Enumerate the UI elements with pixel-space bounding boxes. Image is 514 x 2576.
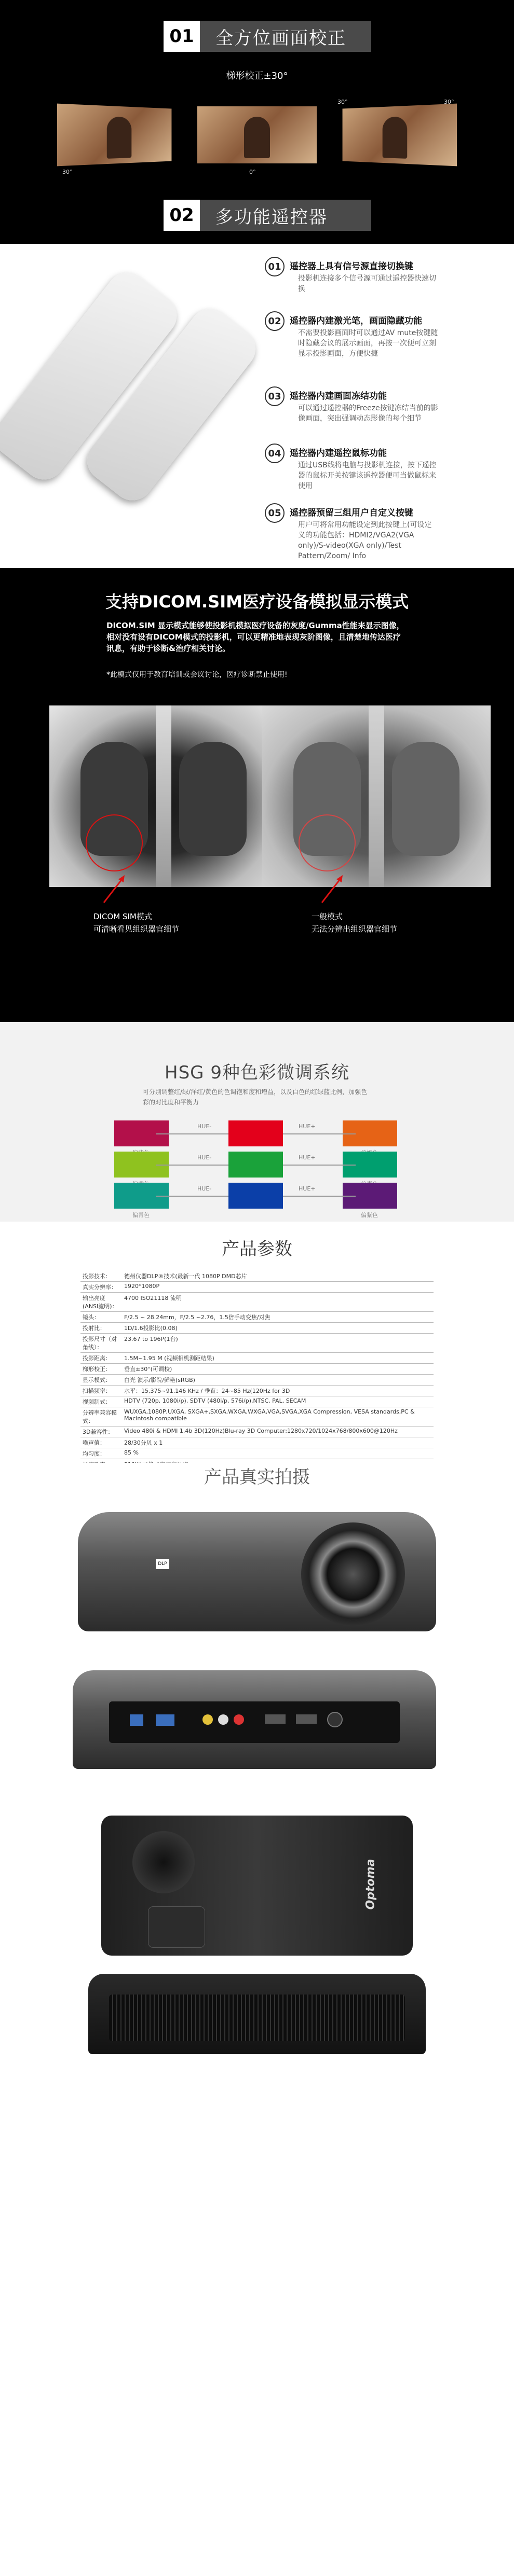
hue-plus-label: HUE+ [299, 1123, 316, 1130]
angle-label: 30° [337, 99, 348, 105]
color-swatch-center [228, 1120, 283, 1146]
spec-value: 1D/1.6投影比(0.08) [122, 1323, 434, 1334]
caption-line: DICOM SIM模式 [93, 912, 152, 921]
projector-front-photo [78, 1512, 436, 1631]
feature-body: 可以通过遥控器的Freeze按键冻结当前的影像画面，突出强调动态影像的每个细节 [298, 404, 438, 423]
spec-value: 28/30分贝 x 1 [122, 1437, 434, 1448]
spec-key: 扫描频率： [80, 1386, 122, 1396]
arrow-line [104, 879, 122, 903]
dlp-badge: DLP [156, 1559, 169, 1569]
spec-section [0, 1222, 514, 1463]
spec-value: 85 % [122, 1448, 434, 1459]
spec-row [80, 1386, 434, 1396]
photo-title: 产品真实拍摄 [204, 1467, 310, 1488]
port [327, 1712, 343, 1727]
spec-key: 显示模式： [80, 1375, 122, 1386]
section-banner [164, 200, 371, 231]
hue-arrow-right [283, 1165, 356, 1166]
hue-plus-label: HUE+ [299, 1154, 316, 1161]
spec-key: 投影技术： [80, 1271, 122, 1282]
feature-number: 04 [265, 444, 285, 463]
spec-row [80, 1448, 434, 1459]
section-banner [164, 21, 371, 52]
spec-key: 梯形校正： [80, 1364, 122, 1375]
projector-back-photo [73, 1670, 436, 1769]
spec-value: 水平：15,375~91.146 KHz / 垂直：24~85 Hz(120Hz for 3D [122, 1386, 434, 1396]
angle-label: 30° [444, 99, 454, 105]
port [234, 1714, 244, 1725]
hsg-description: 可分别调整红/绿/洋红/黄色的色调饱和度和增益，以及白色的红绿蓝比例，加强色彩的对比度和平衡力 [143, 1088, 368, 1106]
spec-value: 德州仪器DLP®技术(最新一代 1080P DMD芯片 [122, 1271, 434, 1282]
spec-key: 均匀度： [80, 1448, 122, 1459]
spec-value: Video 480i & HDMI 1.4b 3D(120Hz)Blu-ray 3D Computer:1280x720/1024x768/800x600@120Hz [122, 1427, 434, 1437]
angle-label: 0° [249, 169, 256, 175]
feature-number: 01 [265, 257, 285, 276]
spec-row [80, 1437, 434, 1448]
swatch-label-left: 偏青色 [132, 1212, 150, 1218]
spec-value: F/2.5 ~ 28.24mm，F/2.5 ~2.76，1.5倍手动变焦/对焦 [122, 1312, 434, 1323]
hsg-title: HSG 9种色彩微调系统 [165, 1062, 349, 1083]
brand-logo: Optoma [364, 1859, 377, 1910]
spec-row [80, 1312, 434, 1323]
feature-body: 通过USB线将电脑与投影机连接，按下遥控器的鼠标开关按键该遥控器便可当做鼠标来使用 [298, 461, 437, 490]
spec-value: 4700 ISO21118 流明 [122, 1293, 434, 1312]
spec-title: 产品参数 [222, 1239, 292, 1259]
feature-number: 02 [265, 311, 285, 331]
dicom-section [0, 568, 514, 1022]
hue-arrow-left [156, 1165, 228, 1166]
spec-key: 镜头： [80, 1312, 122, 1323]
spec-row [80, 1375, 434, 1386]
spec-value: 白光 演示/影院/鲜艳(sRGB) [122, 1375, 434, 1386]
hue-plus-label: HUE+ [299, 1185, 316, 1192]
spec-key: 3D兼容性： [80, 1427, 122, 1437]
spec-key: 投影尺寸（对角线）： [80, 1334, 122, 1353]
feature-body: 用户可将常用功能设定到此按键上(可设定义的功能包括：HDMI2/VGA2(VGA only)/S-video(XGA only)/Test Pattern/Zoom/ Info [298, 521, 432, 560]
spec-value: 垂直±30°(可调校) [122, 1364, 434, 1375]
keystone-label: 梯形校正±30° [226, 71, 288, 81]
hue-minus-label: HUE- [197, 1185, 212, 1192]
spec-row [80, 1364, 434, 1375]
spec-key: 输出亮度(ANSI流明)： [80, 1293, 122, 1312]
spec-key: 投影距离： [80, 1353, 122, 1364]
caption-line: 无法分辨出组织器官细节 [312, 924, 398, 934]
spec-row [80, 1282, 434, 1293]
arrow-head [336, 875, 343, 882]
port [296, 1714, 317, 1724]
swatch-label-right: 偏紫色 [361, 1212, 378, 1218]
normal-caption [312, 910, 397, 935]
keystone-image-center [197, 106, 317, 163]
caption-line: 一般模式 [312, 912, 343, 921]
lens [301, 1522, 405, 1626]
color-swatch-center [228, 1183, 283, 1209]
port [218, 1714, 228, 1725]
photo-section [0, 1463, 514, 2057]
feature-heading: 遥控器内建激光笔，画面隐藏功能 [290, 316, 422, 326]
spec-row [80, 1271, 434, 1282]
io-panel [109, 1701, 400, 1743]
spec-key: 真实分辨率： [80, 1282, 122, 1293]
projector-vent-photo [88, 1974, 426, 2054]
hue-arrow-right [283, 1133, 356, 1134]
spec-row [80, 1396, 434, 1407]
dicom-description: DICOM.SIM 显示模式能够使投影机模拟医疗设备的灰度/Gumma性能来显示图像，相对没有设有DICOM模式的投影机，可以更精准地表现灰阶图像，且清楚地传达医疗讯息，有助于诊断&治疗相关讨论。 [106, 621, 404, 653]
spec-row [80, 1427, 434, 1437]
feature-heading: 遥控器上具有信号源直接切换键 [290, 261, 413, 272]
keystone-image-left [57, 104, 171, 167]
dicom-note: *此模式仅用于教育培训或会议讨论，医疗诊断禁止使用! [106, 671, 288, 679]
spec-value: 1.5M~1.95 M (视频相机测距结果) [122, 1353, 434, 1364]
hue-arrow-left [156, 1133, 228, 1134]
lens-top [132, 1831, 195, 1893]
color-swatch-center [228, 1152, 283, 1178]
feature-heading: 遥控器内建遥控鼠标功能 [290, 448, 387, 459]
angle-label: 30° [62, 169, 73, 175]
projector-top-photo [101, 1816, 413, 1956]
keystone-section [0, 0, 514, 187]
port [130, 1714, 143, 1726]
spec-row [80, 1293, 434, 1312]
remote-section [0, 187, 514, 568]
section-title: 多功能遥控器 [200, 200, 371, 231]
spec-value: HDTV (720p, 1080i/p), SDTV (480i/p, 576i/p),NTSC, PAL, SECAM [122, 1396, 434, 1407]
spec-key: 投射比： [80, 1323, 122, 1334]
dicom-caption [93, 910, 179, 935]
port [202, 1714, 213, 1725]
spec-value: WUXGA,1080P,UXGA, SXGA+,SXGA,WXGA,WXGA,VGA,SVGA,XGA Compression, VESA standards,PC & Macintosh compatible [122, 1407, 434, 1427]
port [156, 1714, 174, 1726]
feature-number: 03 [265, 386, 285, 406]
arrow-head [118, 875, 125, 882]
spec-row [80, 1334, 434, 1353]
section-number: 02 [164, 200, 200, 231]
control-pad [148, 1906, 205, 1948]
dicom-title: 支持DICOM.SIM医疗设备模拟显示模式 [105, 592, 409, 612]
spec-row [80, 1407, 434, 1427]
section-title: 全方位画面校正 [200, 21, 371, 52]
hue-minus-label: HUE- [197, 1154, 212, 1161]
feature-number: 05 [265, 503, 285, 523]
feature-heading: 遥控器预留三组用户自定义按键 [290, 508, 413, 518]
section-number: 01 [164, 21, 200, 52]
hue-arrow-right [283, 1196, 356, 1197]
spec-value: 23.67 to 196P(1台) [122, 1334, 434, 1353]
spec-row [80, 1353, 434, 1364]
feature-heading: 遥控器内建画面冻结功能 [290, 391, 387, 401]
hue-arrow-left [156, 1196, 228, 1197]
spec-row [80, 1323, 434, 1334]
arrows [0, 568, 514, 1022]
feature-body: 投影机连接多个信号源可通过遥控器快速切换 [298, 274, 436, 293]
arrow-line [322, 879, 340, 903]
spec-key: 分辨率兼容模式： [80, 1407, 122, 1427]
port [265, 1714, 286, 1724]
vent-grille [109, 1995, 405, 2041]
hue-minus-label: HUE- [197, 1123, 212, 1130]
feature-body: 不需要投影画面时可以通过AV mute按键随时隐藏会议的展示画面，再按一次便可立刻显示投影画面，方便快捷 [298, 329, 438, 358]
spec-key: 噪声值： [80, 1437, 122, 1448]
spec-key: 视频制式： [80, 1396, 122, 1407]
spec-value: 1920*1080P [122, 1282, 434, 1293]
hsg-section [0, 1022, 514, 1222]
caption-line: 可清晰看见组织器官细节 [93, 924, 180, 934]
keystone-image-right [343, 104, 457, 167]
